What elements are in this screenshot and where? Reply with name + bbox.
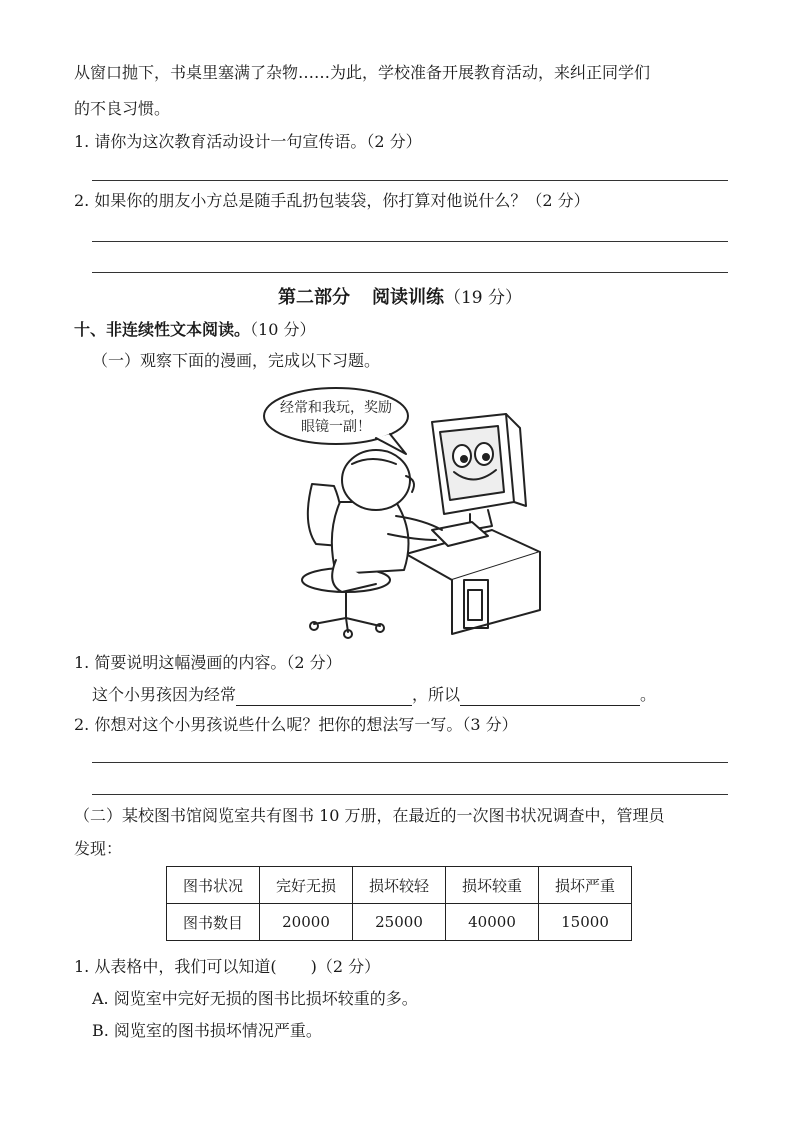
answer-line[interactable] bbox=[92, 794, 728, 795]
book-status-table bbox=[166, 866, 632, 941]
part2-q1 bbox=[74, 956, 380, 978]
table-cell: 25000 bbox=[353, 904, 446, 941]
boy-body bbox=[332, 502, 409, 574]
option-b[interactable]: B. 阅览室的图书损坏情况严重。 bbox=[92, 1021, 322, 1040]
bubble-line-2: 眼镜一副！ bbox=[301, 419, 371, 435]
part2-line-2: 发现： bbox=[74, 839, 123, 858]
q10-heading-text: 十、非连续性文本阅读。 bbox=[74, 320, 251, 339]
question-2 bbox=[74, 190, 590, 212]
table-cell: 完好无损 bbox=[260, 867, 353, 904]
table-cell: 图书状况 bbox=[167, 867, 260, 904]
question-text: 如果你的朋友小方总是随手乱扔包装袋，你打算对他说什么？（2 分） bbox=[94, 191, 590, 210]
intro-line-1: 从窗口抛下，书桌里塞满了杂物……为此，学校准备开展教育活动，来纠正同学们 bbox=[74, 63, 651, 82]
section-title bbox=[0, 286, 800, 310]
part2-line-1: （二）某校图书馆阅览室共有图书 10 万册，在最近的一次图书状况调查中，管理员 bbox=[74, 806, 665, 825]
question-1 bbox=[74, 131, 422, 153]
fill-text-b: ，所以 bbox=[412, 685, 461, 704]
answer-line[interactable] bbox=[92, 180, 728, 181]
question-number: 2. bbox=[74, 191, 90, 210]
table-cell: 损坏较轻 bbox=[353, 867, 446, 904]
table-header-row bbox=[167, 867, 632, 904]
section-score: （19 分） bbox=[443, 288, 523, 308]
table-cell: 图书数目 bbox=[167, 904, 260, 941]
fill-blank-1[interactable] bbox=[236, 689, 412, 706]
cartoon-illustration bbox=[256, 384, 546, 640]
section-title-main: 第二部分 bbox=[277, 287, 350, 308]
table-row bbox=[167, 904, 632, 941]
part2-q1-text: 1. 从表格中，我们可以知道( bbox=[74, 957, 277, 976]
table-cell: 损坏严重 bbox=[539, 867, 632, 904]
question-text: 请你为这次教育活动设计一句宣传语。（2 分） bbox=[94, 132, 422, 151]
fill-text-c: 。 bbox=[640, 685, 657, 704]
table-cell: 40000 bbox=[446, 904, 539, 941]
answer-line[interactable] bbox=[92, 272, 728, 273]
answer-line[interactable] bbox=[92, 241, 728, 242]
table-cell: 20000 bbox=[260, 904, 353, 941]
part1-q2: 2. 你想对这个小男孩说些什么呢？把你的想法写一写。（3 分） bbox=[74, 715, 518, 734]
table-cell: 15000 bbox=[539, 904, 632, 941]
q10-score: （10 分） bbox=[250, 320, 316, 339]
bubble-line-1: 经常和我玩，奖励 bbox=[280, 400, 392, 416]
q10-heading bbox=[74, 319, 315, 341]
option-a[interactable]: A. 阅览室中完好无损的图书比损坏较重的多。 bbox=[92, 989, 418, 1008]
part1-q1-fill bbox=[92, 684, 656, 706]
fill-blank-2[interactable] bbox=[460, 689, 640, 706]
part1-q1: 1. 简要说明这幅漫画的内容。（2 分） bbox=[74, 653, 342, 672]
answer-line[interactable] bbox=[92, 762, 728, 763]
section-subtitle: 阅读训练 bbox=[371, 287, 444, 308]
table-cell: 损坏较重 bbox=[446, 867, 539, 904]
part1-label: （一）观察下面的漫画，完成以下习题。 bbox=[92, 351, 381, 370]
part2-q1-tail: )（2 分） bbox=[310, 957, 381, 976]
question-number: 1. bbox=[74, 132, 90, 151]
intro-line-2: 的不良习惯。 bbox=[74, 99, 171, 118]
fill-text-a: 这个小男孩因为经常 bbox=[92, 685, 237, 704]
